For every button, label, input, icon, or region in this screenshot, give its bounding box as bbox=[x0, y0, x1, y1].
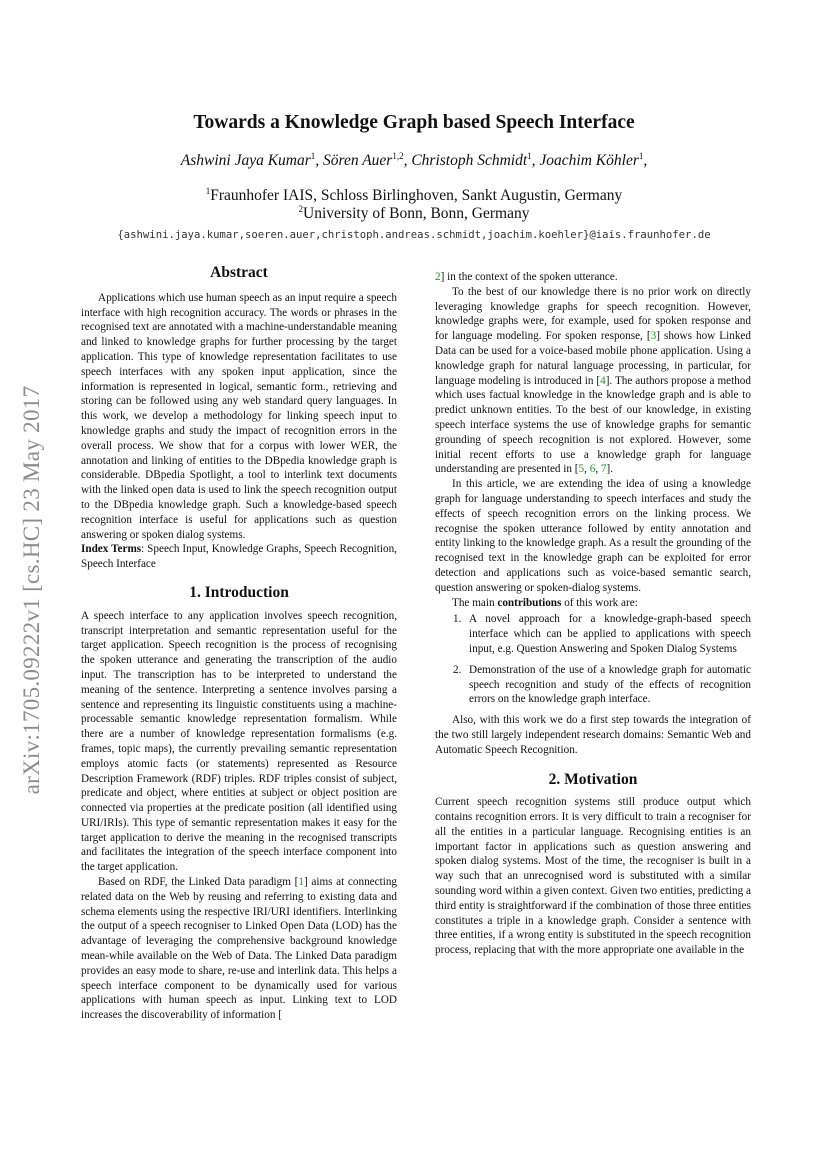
arxiv-identifier: arXiv:1705.09222v1 [cs.HC] 23 May 2017 bbox=[19, 385, 44, 795]
citation-separator: , bbox=[595, 463, 601, 476]
citation-link[interactable]: 3 bbox=[650, 330, 657, 343]
affiliation-mark: 1 bbox=[205, 185, 211, 196]
affiliation-text: Fraunhofer IAIS, Schloss Birlinghoven, Sankt Augustin, Germany bbox=[210, 187, 623, 204]
paragraph-text: Based on RDF, the Linked Data paradigm [ bbox=[98, 876, 299, 889]
author bbox=[323, 152, 411, 169]
citation-link[interactable]: 1 bbox=[298, 876, 304, 889]
contributions-list bbox=[435, 612, 751, 707]
paragraph-text: The main bbox=[452, 596, 498, 609]
author-separator: , bbox=[403, 152, 412, 169]
list-number: 2. bbox=[453, 663, 462, 676]
paragraph: Also, with this work we do a first step towards the integration of the two still largely independent research domains: Semantic Web and Automatic Speech Recognition. bbox=[435, 714, 751, 756]
author-list bbox=[0, 152, 828, 170]
paragraph-text: ] aims at connecting related data on the Web by reusing and referring to existing data and schema elements using the respective IRI/URI identifiers. Interlinking the output of a speech recogniser to Linked Open Data (LOD) has the advantage of leveraging the comprehensive background knowledge mean-while available on the Web of Data. The Linked Data paradigm provides an easy mode to share, re-use and interlink data. This helps a speech interface component to be dynamically used for various applications with human speech as input. Linking text to LOD increases the discoverability of information [ bbox=[81, 876, 398, 1022]
paragraph-text: ] in the context of the spoken utterance. bbox=[440, 271, 618, 283]
index-terms bbox=[81, 542, 397, 572]
arxiv-stamp bbox=[2, 330, 62, 850]
citation-link[interactable]: 4 bbox=[600, 374, 606, 387]
author-name: Sören Auer bbox=[323, 152, 393, 169]
author-affiliation-mark: 1 bbox=[527, 150, 532, 161]
right-column bbox=[435, 270, 751, 958]
paragraph-text: To the best of our knowledge there is no prior work on directly leveraging knowledge graphs for speech recognition. However, knowledge graphs were, for example, used for spoken response and for language modeling. For spoken response, [ bbox=[435, 285, 751, 343]
citation-link[interactable]: 7 bbox=[600, 463, 607, 476]
paragraph: Current speech recognition systems still produce output which contains recognition errors. It is very difficult to train a recogniser for all the entities in a particular language. Recognising entities is an important factor in applications such as question answering and spoken dialog systems. Most of the time, the recogniser is built in a way such that an unrecognised word is substituted with a similar sounding word within a given context. Given two entities, predicting a third entity is straightforward if the combination of those three entities constitutes a triple in a knowledge graph. Consider a sentence with three entities, if a wrong entity is substituted in the speech recognition process, replacing that with the more appropriate one available in the bbox=[435, 796, 751, 957]
index-terms-text: : Speech Input, Knowledge Graphs, Speech Recognition, Speech Interface bbox=[81, 543, 397, 571]
paper-title: Towards a Knowledge Graph based Speech Interface bbox=[193, 112, 635, 133]
author-name: Christoph Schmidt bbox=[411, 152, 528, 169]
section-heading-introduction: 1. Introduction bbox=[189, 583, 289, 601]
author-separator: , bbox=[643, 152, 648, 169]
author-affiliation-mark: 1,2 bbox=[392, 150, 404, 161]
paragraph-text: ]. The authors propose a method which uses factual knowledge in the knowledge graph and is able to predict unknown entities. To the best of our knowledge, in existing speech interface systems the use of knowledge graphs for semantic grounding of speech recognition is not explored. However, some initial recent efforts to use a knowledge graph for language understanding are presented in [ bbox=[435, 374, 751, 476]
paragraph: A speech interface to any application involves speech recognition, transcript interpretation and semantic representation useful for the target application. Speech recognition is the process of recognising the spoken utterance and generating the transcription of the audio input. The transcription has to be interpreted to understand the meaning of the sentence. Interpreting a sentence involves parsing a sentence and representing its linguistic constituents using a machine-processable semantic knowledge representation formalism. While there are a number of knowledge representation formalisms (e.g. frames, topic maps), the currently prevailing semantic representation employs atomic facts (or statements) represented as Resource Description Framework (RDF) triples. RDF triples consist of subject, predicate and object, where entities at subject or object position are connected via properties at the predicate position (all identified using URI/IRIs). This type of semantic representation makes it easy for the target application to derive the meaning in the recognised transcripts and facilitates the integration of the speech interface component into the target application. bbox=[81, 609, 397, 874]
emphasis: contributions bbox=[497, 596, 562, 609]
affiliation-mark: 2 bbox=[298, 203, 304, 214]
paragraph-text: of this work are: bbox=[561, 596, 638, 609]
author-affiliation-mark: 1 bbox=[638, 150, 644, 161]
affiliation-text: University of Bonn, Bonn, Germany bbox=[303, 205, 530, 222]
section-heading-motivation: 2. Motivation bbox=[548, 770, 638, 788]
list-item bbox=[435, 663, 751, 707]
author-separator: , bbox=[315, 152, 324, 169]
index-terms-label: Index Terms bbox=[81, 543, 142, 556]
author-affiliation-mark: 1 bbox=[310, 150, 316, 161]
left-column bbox=[81, 266, 397, 1023]
paragraph bbox=[435, 596, 751, 611]
author bbox=[411, 152, 539, 169]
author-name: Joachim Köhler bbox=[539, 152, 639, 169]
paragraph-text: ] shows how Linked Data can be used for a voice-based mobile phone application. Using a knowledge graph for natural language processing, in particular, for language modeling is introduced in [ bbox=[435, 330, 751, 387]
abstract-heading: Abstract bbox=[210, 264, 268, 281]
author-name: Ashwini Jaya Kumar bbox=[180, 152, 311, 169]
citation-link[interactable]: 5 bbox=[578, 463, 585, 476]
affiliation bbox=[0, 205, 828, 223]
paragraph bbox=[81, 875, 397, 1023]
author-emails: {ashwini.jaya.kumar,soeren.auer,christoph.andreas.schmidt,joachim.koehler}@iais.fraunhofer.de bbox=[117, 229, 711, 241]
paragraph-continued bbox=[435, 270, 751, 285]
citation-link[interactable]: 6 bbox=[589, 463, 596, 476]
list-number: 1. bbox=[453, 613, 462, 626]
author bbox=[181, 152, 323, 169]
affiliation bbox=[0, 187, 828, 205]
list-item bbox=[435, 612, 751, 656]
paragraph: In this article, we are extending the idea of using a knowledge graph for language understanding to speech interfaces and study the effects of speech recognition errors on the linking process. We recognise the spoken utterance followed by entity annotation and entity linking to the knowledge graph. As a result the grounding of the recognised text in the knowledge graph can be exploited for error detection and applications such as voice-based semantic search, question answering or spoken-dialog systems. bbox=[435, 478, 751, 594]
paragraph-text: ]. bbox=[606, 463, 614, 476]
author bbox=[539, 152, 647, 169]
abstract-body: Applications which use human speech as an input require a speech interface with high recognition accuracy. The words or phrases in the recognised text are annotated with a machine-understandable meaning and linked to knowledge graphs for further processing by the target application. This type of knowledge representation facilitates to use speech interfaces with any spoken input application, since the information is represented in logical, semantic form., retrieving and storing can be followed using any web standard query languages. In this work, we develop a methodology for linking speech input to knowledge graphs and study the impact of recognition errors in the overall process. We show that for a corpus with lower WER, the annotation and linking of entities to the DBpedia knowledge graph is considerable. DBpedia Spotlight, a tool to interlink text documents with the linked open data is used to link the speech recognition output to the DBpedia knowledge graph. Such a knowledge-based speech recognition interface is useful for applications such as question answering or spoken dialog systems. bbox=[81, 291, 397, 541]
list-item-text: Demonstration of the use of a knowledge graph for automatic speech recognition and study of the effects of recognition errors on the knowledge graph interface. bbox=[469, 663, 751, 706]
citation-link[interactable]: 2 bbox=[435, 271, 441, 283]
list-item-text: A novel approach for a knowledge-graph-based speech interface which can be applied to applications with speech input, e.g. Question Answering and Spoken Dialog Systems bbox=[469, 613, 751, 655]
citation-separator: , bbox=[584, 463, 590, 476]
author-separator: , bbox=[531, 152, 540, 169]
paragraph bbox=[435, 285, 751, 477]
